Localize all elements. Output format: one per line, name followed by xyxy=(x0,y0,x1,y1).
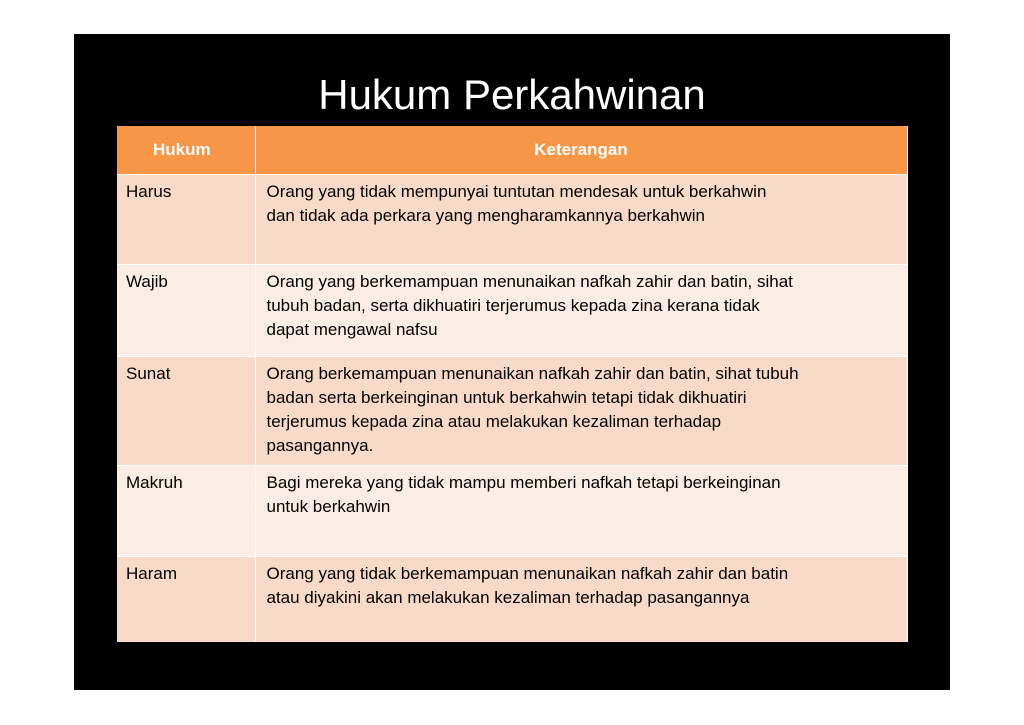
column-header-keterangan: Keterangan xyxy=(255,126,907,175)
keterangan-line: untuk berkahwin xyxy=(266,497,391,516)
slide-title: Hukum Perkahwinan xyxy=(318,71,706,118)
keterangan-line: Orang yang berkemampuan menunaikan nafkah zahir dan batin, sihat xyxy=(266,272,793,291)
table-row xyxy=(117,265,907,357)
hukum-table xyxy=(117,126,908,642)
keterangan-line: dapat mengawal nafsu xyxy=(266,320,438,339)
keterangan-cell xyxy=(255,557,907,642)
keterangan-cell xyxy=(255,265,907,357)
keterangan-line: tubuh badan, serta dikhuatiri terjerumus kepada zina kerana tidak xyxy=(266,296,760,315)
keterangan-line: dan tidak ada perkara yang mengharamkannya berkahwin xyxy=(266,206,705,225)
keterangan-line: Orang yang tidak mempunyai tuntutan mendesak untuk berkahwin xyxy=(266,182,767,201)
slide xyxy=(74,34,950,690)
hukum-cell: Harus xyxy=(117,175,255,265)
hukum-cell: Wajib xyxy=(117,265,255,357)
keterangan-line: Orang yang tidak berkemampuan menunaikan nafkah zahir dan batin xyxy=(266,564,789,583)
keterangan-line: pasangannya. xyxy=(266,436,374,455)
table-row xyxy=(117,175,907,265)
keterangan-line: atau diyakini akan melakukan kezaliman terhadap pasangannya xyxy=(266,588,750,607)
keterangan-line: badan serta berkeinginan untuk berkahwin tetapi tidak dikhuatiri xyxy=(266,388,747,407)
keterangan-cell xyxy=(255,175,907,265)
table-row xyxy=(117,357,907,466)
keterangan-line: terjerumus kepada zina atau melakukan kezaliman terhadap xyxy=(266,412,722,431)
keterangan-line: Orang berkemampuan menunaikan nafkah zahir dan batin, sihat tubuh xyxy=(266,364,799,383)
hukum-cell: Haram xyxy=(117,557,255,642)
table-row xyxy=(117,557,907,642)
hukum-cell: Makruh xyxy=(117,466,255,557)
keterangan-line: Bagi mereka yang tidak mampu memberi nafkah tetapi berkeinginan xyxy=(266,473,781,492)
table-row xyxy=(117,466,907,557)
hukum-cell: Sunat xyxy=(117,357,255,466)
column-header-hukum: Hukum xyxy=(117,126,255,175)
keterangan-cell xyxy=(255,357,907,466)
keterangan-cell xyxy=(255,466,907,557)
table-header-row xyxy=(117,126,907,175)
